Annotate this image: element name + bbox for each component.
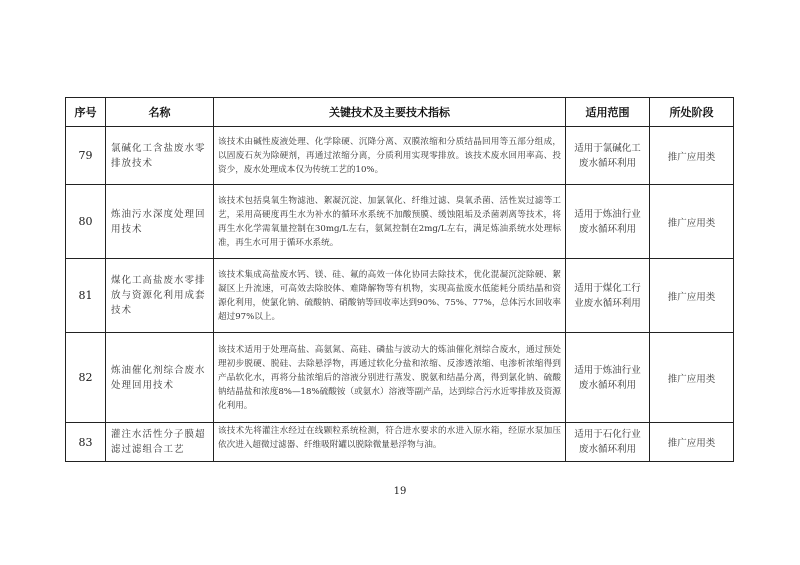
tech-name: 炼油催化剂综合废水处理回用技术 — [106, 333, 214, 423]
tech-scope: 适用于炼油行业废水循环利用 — [566, 333, 650, 423]
row-number: 83 — [66, 423, 106, 462]
header-stage: 所处阶段 — [650, 98, 734, 127]
tech-description: 该技术集成高盐废水钙、镁、硅、氟的高效一体化协同去除技术，优化混凝沉淀除硬、絮凝区上升流速，可高效去除胶体、难降解物等有机物，实现高盐废水低能耗分质结晶和资源化利用，使氯化钠、硫酸钠、硝酸钠等回收率达到90%、75%、77%，总体污水回收率超过97%以上。 — [214, 259, 566, 333]
tech-description: 该技术先将灌注水经过在线颗粒系统检测，符合进水要求的水进入原水箱，经原水泵加压依次进入超微过滤器、纤维吸附罐以脱除微量悬浮物与油。 — [214, 423, 566, 462]
tech-name: 煤化工高盐废水零排放与资源化利用成套技术 — [106, 259, 214, 333]
tech-scope: 适用于石化行业废水循环利用 — [566, 423, 650, 462]
tech-description: 该技术由碱性废液处理、化学除硬、沉降分离、双膜浓缩和分质结晶回用等五部分组成，以固废石灰为除硬剂，再通过浓缩分离，分质利用实现零排放。该技术废水回用率高、投资少，废水处理成本仅为传统工艺的10%。 — [214, 127, 566, 185]
page-number: 19 — [393, 486, 407, 497]
tech-stage: 推广应用类 — [650, 423, 734, 462]
table-header-row — [66, 98, 734, 127]
tech-stage: 推广应用类 — [650, 127, 734, 185]
tech-stage: 推广应用类 — [650, 333, 734, 423]
row-number: 79 — [66, 127, 106, 185]
tech-name: 灌注水活性分子膜超滤过滤组合工艺 — [106, 423, 214, 462]
table-row — [66, 259, 734, 333]
tech-name: 氯碱化工含盐废水零排放技术 — [106, 127, 214, 185]
header-no: 序号 — [66, 98, 106, 127]
header-scope: 适用范围 — [566, 98, 650, 127]
row-number: 80 — [66, 185, 106, 259]
tech-stage: 推广应用类 — [650, 185, 734, 259]
table-row — [66, 127, 734, 185]
tech-scope: 适用于炼油行业废水循环利用 — [566, 185, 650, 259]
header-name: 名称 — [106, 98, 214, 127]
table-row — [66, 185, 734, 259]
tech-scope: 适用于氯碱化工废水循环利用 — [566, 127, 650, 185]
tech-description: 该技术适用于处理高盐、高氨氮、高硅、磷盐与波动大的炼油催化剂综合废水，通过预处理初步脱硬、脱硅、去除悬浮物，再通过软化分盐和浓缩、反渗透浓缩、电渗析浓缩得到产品软化水，再将分盐浓缩后的溶液分别进行蒸发、脱氨和结晶分离，得到氯化钠、硫酸钠结晶盐和浓度8%—18%硫酸铵（或氨水）溶液等副产品，达到综合污水近零排放及资源化利用。 — [214, 333, 566, 423]
table-row — [66, 333, 734, 423]
technology-table — [65, 97, 734, 462]
tech-stage: 推广应用类 — [650, 259, 734, 333]
tech-name: 炼油污水深度处理回用技术 — [106, 185, 214, 259]
technology-table-container — [65, 97, 733, 462]
row-number: 81 — [66, 259, 106, 333]
table-row — [66, 423, 734, 462]
row-number: 82 — [66, 333, 106, 423]
tech-scope: 适用于煤化工行业废水循环利用 — [566, 259, 650, 333]
tech-description: 该技术包括臭氧生物滤池、絮凝沉淀、加氯氧化、纤维过滤、臭氧杀菌、活性炭过滤等工艺，采用高硬度再生水为补水的循环水系统不加酸预膜、缓蚀阻垢及杀菌剥离等技术，将再生水化学需氧量控制在30mg/L左右，氨氮控制在2mg/L左右，满足炼油系统水处理标准，再生水可用于循环水系统。 — [214, 185, 566, 259]
header-key-tech: 关键技术及主要技术指标 — [214, 98, 566, 127]
